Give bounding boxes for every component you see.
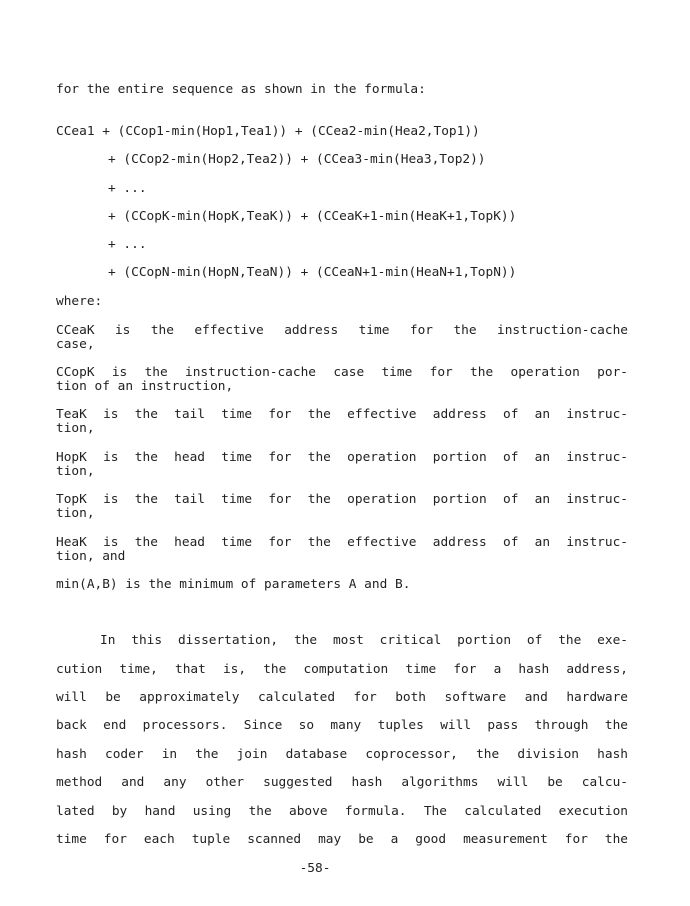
definition-line: tion of an instruction, <box>56 379 234 394</box>
definition-line: TeaK is the tail time for the effective address of an instruc- <box>56 407 628 422</box>
page-number: -58- <box>299 861 331 876</box>
paragraph-line: method and any other suggested hash algorithms will be calcu- <box>56 775 628 790</box>
paragraph-line: hash coder in the join database coprocessor, the division hash <box>56 747 628 762</box>
formula-line: + ... <box>108 237 147 252</box>
paragraph-line: time for each tuple scanned may be a good measurement for the <box>56 832 628 847</box>
definition-line: tion, and <box>56 549 126 564</box>
intro-line: for the entire sequence as shown in the formula: <box>56 82 426 97</box>
definition-line: HeaK is the head time for the effective address of an instruc- <box>56 535 628 550</box>
formula-line: CCea1 + (CCop1-min(Hop1,Tea1)) + (CCea2-min(Hea2,Top1)) <box>56 124 480 139</box>
definition-line: case, <box>56 337 95 352</box>
formula-line: + (CCop2-min(Hop2,Tea2)) + (CCea3-min(Hea3,Top2)) <box>108 152 486 167</box>
where-label: where: <box>56 294 103 309</box>
definition-line: tion, <box>56 421 95 436</box>
definition-line: TopK is the tail time for the operation portion of an instruc- <box>56 492 628 507</box>
formula-line: + (CCopK-min(HopK,TeaK)) + (CCeaK+1-min(HeaK+1,TopK)) <box>108 209 517 224</box>
paragraph-line: In this dissertation, the most critical portion of the exe- <box>100 633 628 648</box>
formula-line: + ... <box>108 181 147 196</box>
definition-line: CCeaK is the effective address time for the instruction-cache <box>56 323 628 338</box>
definition-line: HopK is the head time for the operation portion of an instruc- <box>56 450 628 465</box>
definition-line: tion, <box>56 506 95 521</box>
paragraph-line: lated by hand using the above formula. The calculated execution <box>56 804 628 819</box>
formula-line: + (CCopN-min(HopN,TeaN)) + (CCeaN+1-min(HeaN+1,TopN)) <box>108 265 517 280</box>
definition-line: tion, <box>56 464 95 479</box>
min-definition: min(A,B) is the minimum of parameters A and B. <box>56 577 411 592</box>
definition-line: CCopK is the instruction-cache case time for the operation por- <box>56 365 628 380</box>
paragraph-line: cution time, that is, the computation time for a hash address, <box>56 662 628 677</box>
paragraph-line: will be approximately calculated for both software and hardware <box>56 690 628 705</box>
paragraph-line: back end processors. Since so many tuples will pass through the <box>56 718 628 733</box>
